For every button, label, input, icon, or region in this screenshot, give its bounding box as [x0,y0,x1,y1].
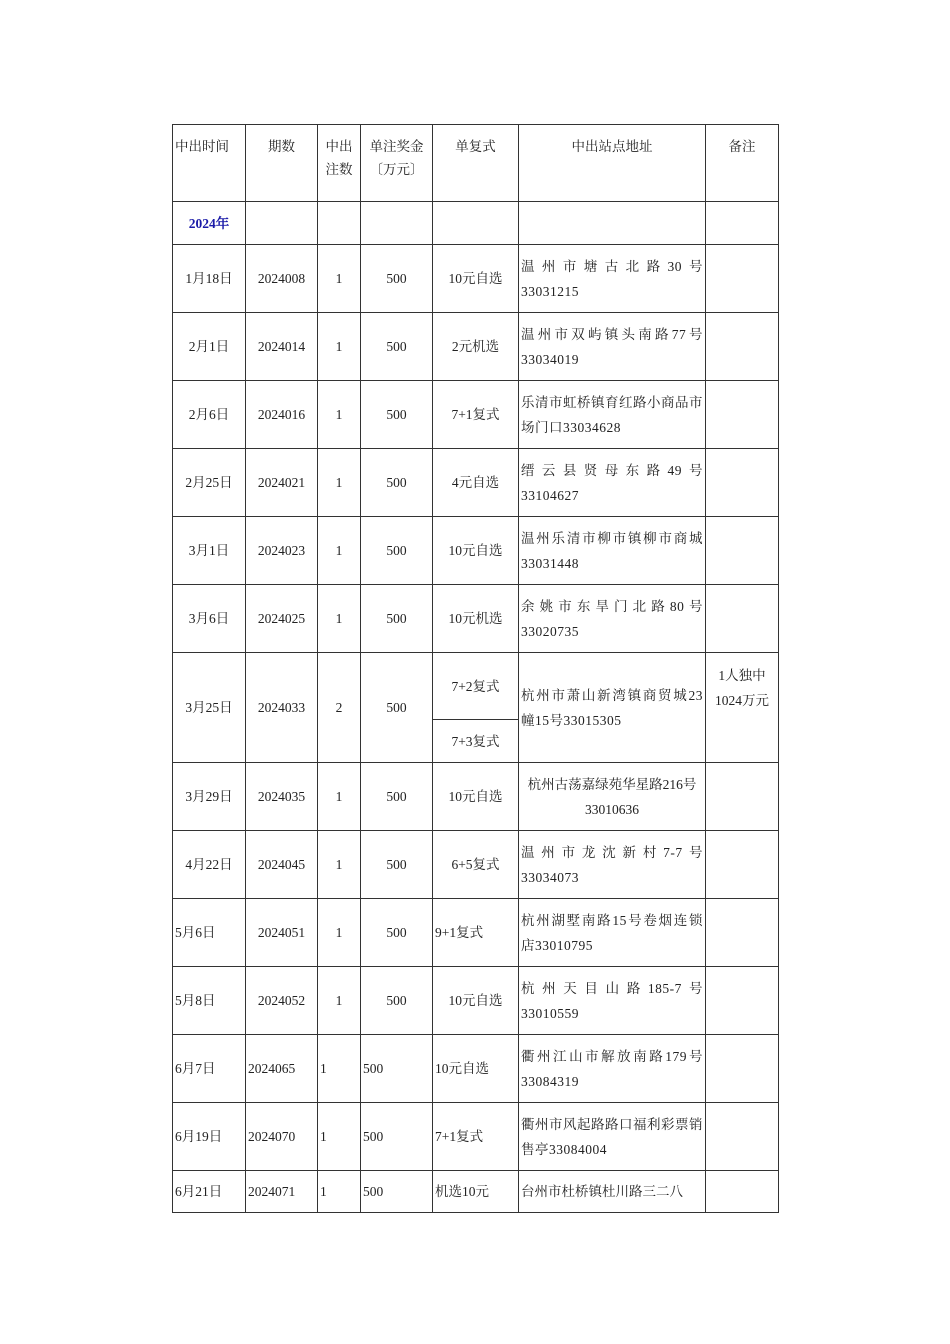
cell-period: 2024071 [246,1171,318,1213]
header-prize: 单注奖金〔万元〕 [361,125,433,202]
header-address: 中出站点地址 [519,125,706,202]
cell-period: 2024051 [246,899,318,967]
cell-time: 2月1日 [173,313,246,381]
cell-period: 2024052 [246,967,318,1035]
cell-count: 1 [318,245,361,313]
cell-time: 2月25日 [173,449,246,517]
table-row [173,899,779,967]
cell-prize: 500 [361,1035,433,1103]
cell-address: 杭州天目山路185-7号33010559 [519,967,706,1035]
cell-note [706,1103,779,1171]
cell-time: 4月22日 [173,831,246,899]
cell-type: 7+3复式 [433,720,519,763]
cell-period: 2024070 [246,1103,318,1171]
cell-note [706,313,779,381]
cell-time: 3月29日 [173,763,246,831]
table-row [173,1035,779,1103]
cell-type: 4元自选 [433,449,519,517]
cell-count: 1 [318,1103,361,1171]
cell-note [706,517,779,585]
table-row [173,1171,779,1213]
header-type: 单复式 [433,125,519,202]
cell-time: 2月6日 [173,381,246,449]
cell-count: 1 [318,831,361,899]
cell-address: 杭州市萧山新湾镇商贸城23幢15号33015305 [519,653,706,763]
cell-note [706,831,779,899]
cell-time: 3月25日 [173,653,246,763]
cell-type: 7+1复式 [433,1103,519,1171]
cell-type: 9+1复式 [433,899,519,967]
cell-time: 6月7日 [173,1035,246,1103]
cell-type: 10元自选 [433,763,519,831]
cell-count: 2 [318,653,361,763]
cell-count: 1 [318,381,361,449]
cell-prize: 500 [361,1171,433,1213]
cell-address: 温州市龙沈新村7-7号33034073 [519,831,706,899]
cell-note [706,449,779,517]
cell-type: 2元机选 [433,313,519,381]
cell-type: 7+2复式 [433,653,519,720]
table-row [173,1103,779,1171]
cell-prize: 500 [361,899,433,967]
header-row [173,125,779,202]
table-row [173,449,779,517]
cell-address: 缙云县贤母东路49号33104627 [519,449,706,517]
cell-period: 2024021 [246,449,318,517]
cell-address: 衢州江山市解放南路179号33084319 [519,1035,706,1103]
cell-count: 1 [318,899,361,967]
cell-count: 1 [318,313,361,381]
cell-period: 2024045 [246,831,318,899]
cell-count: 1 [318,763,361,831]
cell-period: 2024065 [246,1035,318,1103]
cell-note [706,245,779,313]
header-period: 期数 [246,125,318,202]
cell-time: 6月21日 [173,1171,246,1213]
lottery-winners-table [172,124,779,1213]
cell-period: 2024023 [246,517,318,585]
cell-period: 2024016 [246,381,318,449]
cell-period: 2024033 [246,653,318,763]
year-row [173,202,779,245]
cell-address: 余姚市东旱门北路80号33020735 [519,585,706,653]
cell-type: 10元机选 [433,585,519,653]
cell-note [706,967,779,1035]
cell-note [706,585,779,653]
cell-note [706,1171,779,1213]
cell-address: 衢州市风起路路口福利彩票销售亭33084004 [519,1103,706,1171]
cell-prize: 500 [361,245,433,313]
cell-time: 3月1日 [173,517,246,585]
cell-count: 1 [318,517,361,585]
cell-type: 机选10元 [433,1171,519,1213]
cell-address: 乐清市虹桥镇育红路小商品市场门口33034628 [519,381,706,449]
cell-note [706,763,779,831]
cell-type: 6+5复式 [433,831,519,899]
cell-type: 10元自选 [433,1035,519,1103]
cell-type: 7+1复式 [433,381,519,449]
cell-time: 1月18日 [173,245,246,313]
table-row [173,313,779,381]
cell-count: 1 [318,1171,361,1213]
cell-note: 1人独中1024万元 [706,653,779,763]
cell-type: 10元自选 [433,517,519,585]
cell-prize: 500 [361,1103,433,1171]
table-row [173,517,779,585]
cell-time: 5月8日 [173,967,246,1035]
cell-period: 2024025 [246,585,318,653]
cell-address: 温州市塘古北路30号33031215 [519,245,706,313]
cell-time: 6月19日 [173,1103,246,1171]
cell-count: 1 [318,585,361,653]
table-row [173,585,779,653]
cell-type: 10元自选 [433,245,519,313]
header-time: 中出时间 [173,125,246,202]
header-note: 备注 [706,125,779,202]
cell-note [706,1035,779,1103]
cell-prize: 500 [361,381,433,449]
cell-address: 温州乐清市柳市镇柳市商城33031448 [519,517,706,585]
year-label: 2024年 [173,202,246,245]
cell-note [706,899,779,967]
cell-prize: 500 [361,967,433,1035]
table-row [173,967,779,1035]
cell-address: 台州市杜桥镇杜川路三二八 [519,1171,706,1213]
cell-prize: 500 [361,585,433,653]
cell-time: 5月6日 [173,899,246,967]
cell-prize: 500 [361,763,433,831]
table-row [173,245,779,313]
cell-period: 2024014 [246,313,318,381]
cell-prize: 500 [361,449,433,517]
cell-period: 2024035 [246,763,318,831]
cell-count: 1 [318,967,361,1035]
cell-count: 1 [318,1035,361,1103]
cell-type: 10元自选 [433,967,519,1035]
table-row [173,653,779,720]
cell-address: 杭州古荡嘉绿苑华星路216号33010636 [519,763,706,831]
cell-time: 3月6日 [173,585,246,653]
cell-address: 温州市双屿镇头南路77号33034019 [519,313,706,381]
table-row [173,763,779,831]
cell-address: 杭州湖墅南路15号卷烟连锁店33010795 [519,899,706,967]
cell-note [706,381,779,449]
cell-prize: 500 [361,653,433,763]
table-row [173,831,779,899]
cell-period: 2024008 [246,245,318,313]
cell-prize: 500 [361,517,433,585]
table-row [173,381,779,449]
cell-prize: 500 [361,313,433,381]
header-count: 中出注数 [318,125,361,202]
cell-count: 1 [318,449,361,517]
cell-prize: 500 [361,831,433,899]
